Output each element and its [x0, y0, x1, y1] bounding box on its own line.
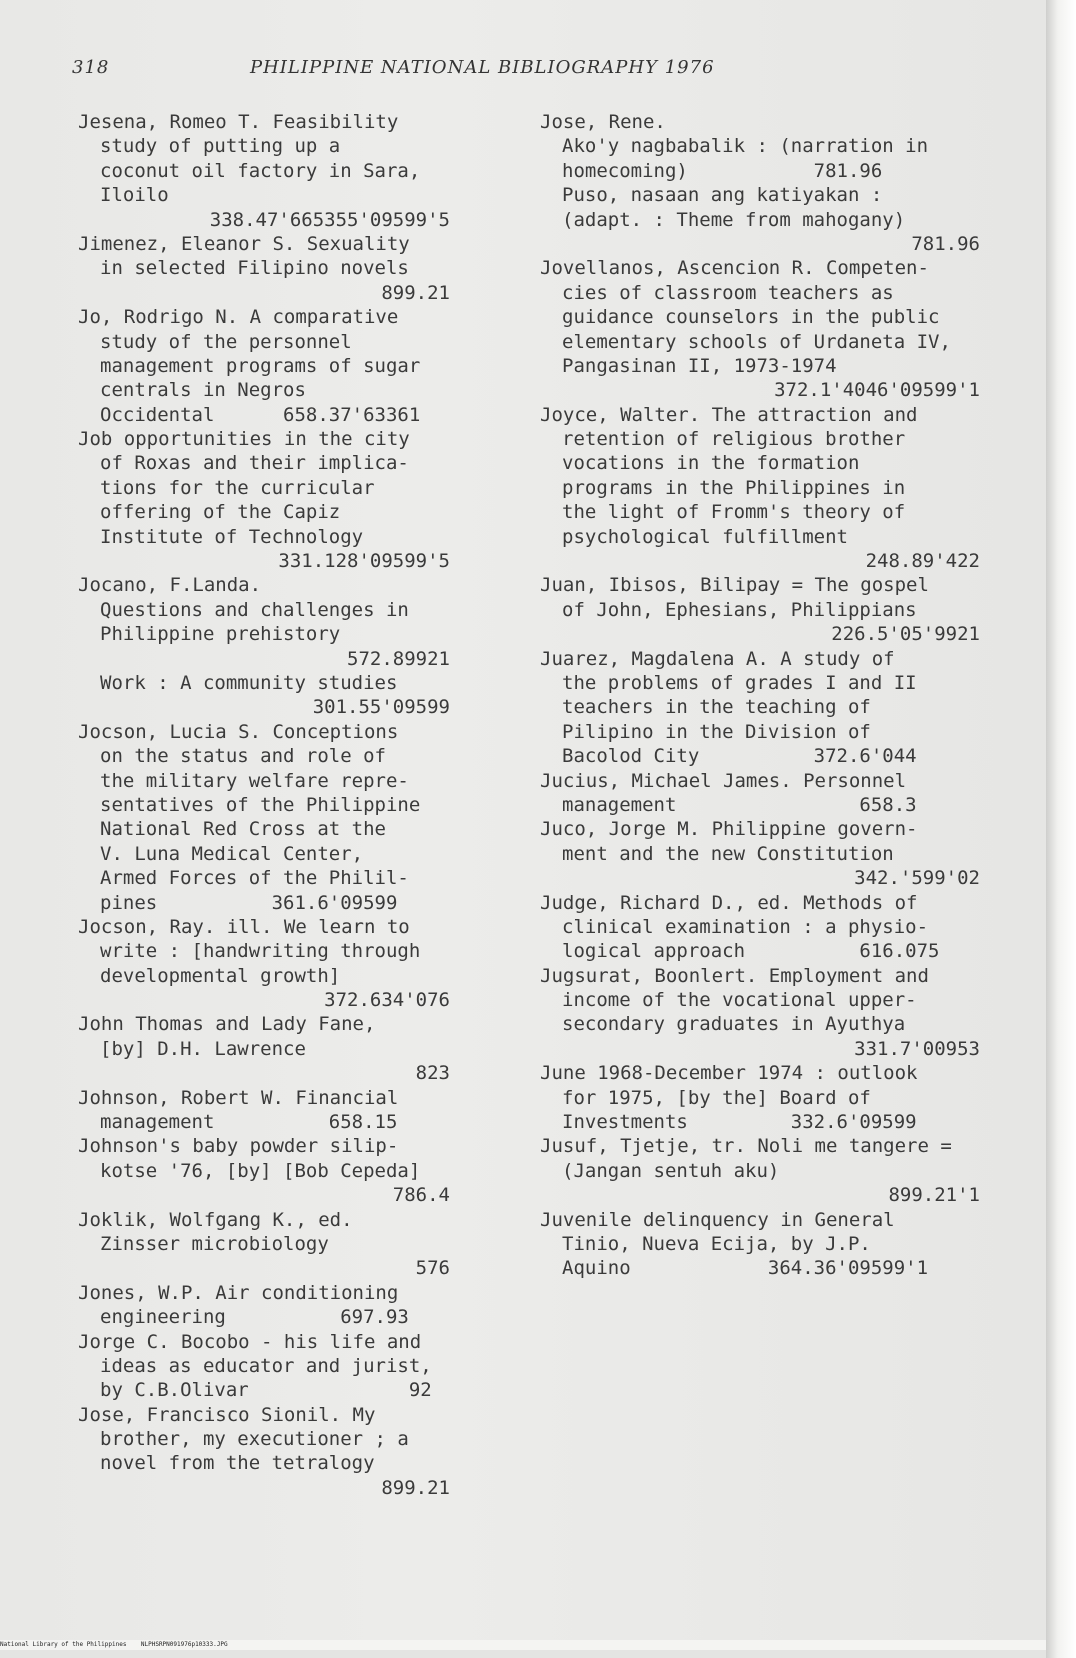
entry-line: Iloilo — [100, 184, 169, 207]
entry-line: income of the vocational upper- — [562, 989, 917, 1012]
entry-line: Jesena, Romeo T. Feasibility — [78, 111, 399, 133]
entry-line: June 1968-December 1974 : outlook — [540, 1062, 918, 1085]
entry-line: Job opportunities in the city — [78, 428, 410, 451]
entry-line: cies of classroom teachers as — [562, 281, 894, 304]
entry-line: sentatives of the Philippine — [100, 793, 421, 816]
call-number: 899.21 — [381, 1476, 450, 1499]
entry-line: Tinio, Nueva Ecija, by J.P. — [562, 1232, 871, 1255]
entry-line: (adapt. : Theme from mahogany) — [562, 208, 906, 231]
entry-line: Judge, Richard D., ed. Methods of — [540, 891, 918, 914]
entry-line: Johnson, Robert W. Financial — [78, 1086, 399, 1109]
bibliography-entry — [540, 1134, 980, 1207]
entry-line: management 658.15 — [100, 1111, 398, 1134]
call-number: 823 — [415, 1062, 450, 1085]
entry-line: National Red Cross at the — [100, 818, 386, 841]
page-header — [72, 57, 722, 83]
entry-line: programs in the Philippines in — [562, 476, 906, 499]
entry-line: Juvenile delinquency in General — [540, 1208, 895, 1231]
entry-line: for 1975, [by the] Board of — [562, 1086, 871, 1109]
entry-line: Jovellanos, Ascencion R. Competen- — [540, 257, 929, 280]
bibliography-entry — [540, 573, 980, 646]
entry-line: Jose, Francisco Sionil. My — [78, 1403, 376, 1426]
bibliography-entry — [540, 110, 980, 256]
entry-line: Jocson, Lucia S. Conceptions — [78, 720, 399, 743]
entry-line: write : [handwriting through — [100, 940, 421, 963]
entry-line: study of putting up a — [100, 135, 341, 158]
entry-line: the problems of grades I and II — [562, 671, 917, 694]
entry-line: homecoming) 781.96 — [562, 159, 883, 182]
entry-line: [by] D.H. Lawrence — [100, 1037, 306, 1060]
bibliography-entry — [78, 1281, 450, 1330]
bibliography-entry — [540, 769, 980, 818]
bibliography-entry — [78, 1208, 450, 1281]
entry-line: management programs of sugar — [100, 354, 421, 377]
bibliography-entry — [540, 403, 980, 574]
page-edge — [1046, 0, 1076, 1658]
entry-line: Zinsser microbiology — [100, 1232, 329, 1255]
entry-line: V. Luna Medical Center, — [100, 842, 364, 865]
scan-footer: National Library of the Philippines NLPHSRPN091976p10333.JPG — [0, 1640, 1046, 1650]
bibliography-entry — [78, 573, 450, 719]
call-number: 781.96 — [911, 232, 980, 255]
entry-line: Jusuf, Tjetje, tr. Noli me tangere = — [540, 1135, 952, 1158]
entry-line: ment and the new Constitution — [562, 842, 894, 865]
entry-line: Institute of Technology — [100, 525, 364, 548]
entry-line: John Thomas and Lady Fane, — [78, 1013, 376, 1036]
call-number: 331.128'09599'5 — [278, 550, 450, 573]
bibliography-entry — [78, 1403, 450, 1501]
entry-line: Joyce, Walter. The attraction and — [540, 403, 918, 426]
bibliography-entry — [78, 427, 450, 573]
call-number: 338.47'665355'09599'5 — [209, 208, 450, 231]
entry-line: Jones, W.P. Air conditioning — [78, 1281, 399, 1304]
entry-line: ideas as educator and jurist, — [100, 1354, 432, 1377]
entry-line: kotse '76, [by] [Bob Cepeda] — [100, 1159, 421, 1182]
entry-line: Aquino 364.36'09599'1 — [562, 1257, 929, 1280]
entry-line: engineering 697.93 — [100, 1306, 409, 1329]
entry-line: Work : A community studies — [100, 671, 398, 694]
entry-line: study of the personnel — [100, 330, 352, 353]
entry-line: pines 361.6'09599 — [100, 891, 398, 914]
bibliography-entry — [78, 1134, 450, 1207]
entry-line: vocations in the formation — [562, 452, 860, 475]
entry-line: Ako'y nagbabalik : (narration in — [562, 135, 929, 158]
bibliography-entry — [78, 305, 450, 427]
bibliography-entry — [540, 647, 980, 769]
entry-line: the military welfare repre- — [100, 769, 409, 792]
entry-line: Occidental 658.37'63361 — [100, 403, 421, 426]
entry-line: (Jangan sentuh aku) — [562, 1159, 780, 1182]
entry-line: Jugsurat, Boonlert. Employment and — [540, 964, 929, 987]
bibliography-entry — [78, 915, 450, 1013]
entry-line: Puso, nasaan ang katiyakan : — [562, 184, 883, 207]
bibliography-entry — [540, 891, 980, 964]
bibliography-entry — [78, 1086, 450, 1135]
entry-line: coconut oil factory in Sara, — [100, 159, 421, 182]
entry-line: in selected Filipino novels — [100, 257, 409, 280]
bibliography-entry — [78, 232, 450, 305]
entry-line: of John, Ephesians, Philippians — [562, 598, 917, 621]
entry-line: Jocano, F.Landa. — [78, 574, 262, 597]
entry-line: Juan, Ibisos, Bilipay = The gospel — [540, 574, 929, 597]
entry-line: elementary schools of Urdaneta IV, — [562, 330, 951, 353]
bibliography-entry — [78, 1330, 450, 1403]
entry-line: Philippine prehistory — [100, 623, 341, 646]
bibliography-entry — [540, 1208, 980, 1281]
entry-line: Joklik, Wolfgang K., ed. — [78, 1208, 353, 1231]
entry-line: Johnson's baby powder silip- — [78, 1135, 399, 1158]
entry-line: clinical examination : a physio- — [562, 915, 929, 938]
entry-line: Investments 332.6'09599 — [562, 1111, 917, 1134]
call-number: 372.634'076 — [324, 989, 450, 1012]
entry-line: Jucius, Michael James. Personnel — [540, 769, 907, 792]
call-number: 786.4 — [392, 1184, 450, 1207]
entry-line: centrals in Negros — [100, 379, 306, 402]
entry-line: the light of Fromm's theory of — [562, 501, 906, 524]
bibliography-entry — [78, 720, 450, 915]
entry-line: Bacolod City 372.6'044 — [562, 745, 917, 768]
call-number: 248.89'422 — [865, 550, 980, 573]
entry-line: retention of religious brother — [562, 428, 906, 451]
entry-line: Juco, Jorge M. Philippine govern- — [540, 818, 918, 841]
entry-line: offering of the Capiz — [100, 501, 341, 524]
bibliography-entry — [78, 1012, 450, 1085]
bibliography-entry — [540, 964, 980, 1062]
entry-line: psychological fulfillment — [562, 525, 848, 548]
entry-line: on the status and role of — [100, 745, 386, 768]
call-number: 899.21'1 — [888, 1184, 980, 1207]
entry-line: Juarez, Magdalena A. A study of — [540, 647, 895, 670]
bibliography-entry — [540, 817, 980, 890]
entry-line: developmental growth] — [100, 964, 341, 987]
entry-line: novel from the tetralogy — [100, 1452, 375, 1475]
entry-line: secondary graduates in Ayuthya — [562, 1013, 906, 1036]
entry-line: logical approach 616.075 — [562, 940, 940, 963]
bibliography-entry — [540, 1061, 980, 1134]
entry-line: Pangasinan II, 1973-1974 — [562, 354, 837, 377]
call-number: 372.1'4046'09599'1 — [774, 379, 980, 402]
bibliography-entry — [540, 256, 980, 402]
entry-line: of Roxas and their implica- — [100, 452, 409, 475]
entry-line: Jorge C. Bocobo - his life and — [78, 1330, 422, 1353]
entry-line: Jocson, Ray. ill. We learn to — [78, 915, 410, 938]
call-number: 301.55'09599 — [312, 696, 450, 719]
entry-line: Jo, Rodrigo N. A comparative — [78, 306, 399, 329]
call-number: 576 — [415, 1257, 450, 1280]
entry-line: by C.B.Olivar 92 — [100, 1379, 432, 1402]
call-number: 226.5'05'9921 — [831, 623, 980, 646]
call-number: 331.7'00953 — [854, 1037, 980, 1060]
call-number: 342.'599'02 — [854, 867, 980, 890]
entry-line: Pilipino in the Division of — [562, 720, 871, 743]
entry-line: Questions and challenges in — [100, 598, 409, 621]
right-column — [540, 110, 980, 1281]
page-number: 318 — [72, 57, 110, 78]
running-title: PHILIPPINE NATIONAL BIBLIOGRAPHY 1976 — [250, 57, 715, 78]
call-number: 572.89921 — [347, 647, 450, 670]
entry-line: guidance counselors in the public — [562, 306, 940, 329]
bibliography-entry — [78, 110, 450, 232]
left-column — [78, 110, 450, 1500]
entry-line: Jose, Rene. — [540, 111, 666, 133]
entry-line: management 658.3 — [562, 793, 917, 816]
entry-line: tions for the curricular — [100, 476, 375, 499]
entry-line: brother, my executioner ; a — [100, 1428, 409, 1451]
entry-line: teachers in the teaching of — [562, 696, 871, 719]
call-number: 899.21 — [381, 281, 450, 304]
entry-line: Jimenez, Eleanor S. Sexuality — [78, 232, 410, 255]
entry-line: Armed Forces of the Philil- — [100, 867, 409, 890]
